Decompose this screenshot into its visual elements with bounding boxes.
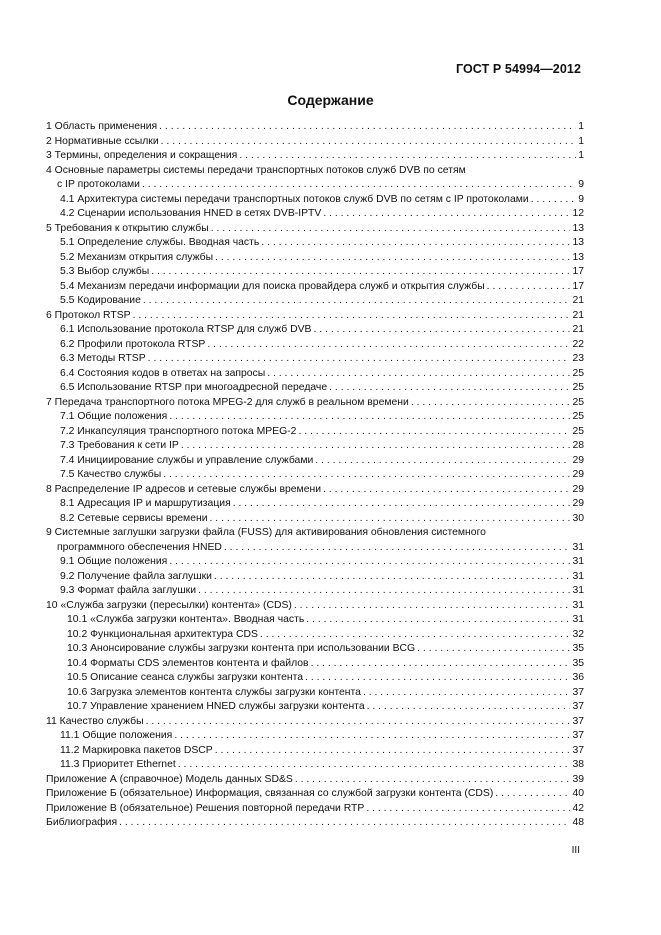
toc-entry-page: 38 <box>572 759 584 770</box>
toc-entry[interactable] <box>46 671 584 686</box>
toc-entry-page: 48 <box>572 817 584 828</box>
toc-entry-page: 40 <box>572 788 584 799</box>
toc-entry-label: Библиография <box>46 817 118 828</box>
dot-leader <box>305 671 570 686</box>
toc-entry-label: 6.1 Использование протокола RTSP для служб DVB <box>60 324 312 335</box>
toc-entry[interactable] <box>46 642 584 657</box>
dot-leader <box>143 294 571 309</box>
toc-entry[interactable] <box>46 251 584 266</box>
toc-entry-label: 10.4 Форматы CDS элементов контента и файлов <box>67 657 309 669</box>
dot-leader <box>363 686 570 701</box>
dot-leader <box>531 193 577 208</box>
dot-leader <box>417 642 570 657</box>
table-of-contents <box>46 120 584 831</box>
toc-entry-label: 6.5 Использование RTSP при многоадресной передаче <box>60 382 328 393</box>
dot-leader <box>151 265 570 280</box>
toc-entry[interactable] <box>46 367 584 382</box>
toc-entry-label: 3 Термины, определения и сокращения <box>46 150 238 161</box>
dot-leader <box>298 425 570 440</box>
toc-entry[interactable] <box>46 381 584 396</box>
toc-entry-page: 12 <box>572 208 584 219</box>
toc-entry[interactable] <box>46 265 584 280</box>
toc-entry-page: 1 <box>578 135 584 147</box>
toc-entry-label: 9.1 Общие положения <box>60 556 168 567</box>
dot-leader <box>178 758 571 773</box>
dot-leader <box>174 729 570 744</box>
dot-leader <box>329 381 570 396</box>
toc-entry-label: 5.5 Кодирование <box>60 295 141 306</box>
toc-entry-page: 25 <box>572 396 584 408</box>
toc-entry-page: 37 <box>572 730 584 741</box>
toc-entry-page: 37 <box>572 686 584 698</box>
toc-entry[interactable] <box>46 700 584 715</box>
toc-entry-page: 21 <box>572 309 584 321</box>
toc-entry[interactable] <box>46 787 584 802</box>
dot-leader <box>315 454 570 469</box>
toc-entry[interactable] <box>46 120 584 135</box>
toc-entry[interactable] <box>46 729 584 744</box>
dot-leader <box>214 570 571 585</box>
toc-entry-page: 28 <box>572 440 584 451</box>
toc-entry[interactable] <box>46 396 584 411</box>
toc-entry[interactable] <box>46 715 584 730</box>
toc-entry-label: 5.1 Определение службы. Вводная часть <box>60 237 260 248</box>
toc-entry-label: 9.2 Получение файла заглушки <box>60 570 212 582</box>
toc-entry[interactable] <box>46 628 584 643</box>
dot-leader <box>306 613 570 628</box>
toc-entry-label: 10.3 Анонсирование службы загрузки контента при использовании BCG <box>67 643 416 654</box>
toc-entry-label: 5 Требования к открытию службы <box>46 222 209 234</box>
toc-entry-label: 4.1 Архитектура системы передачи транспортных потоков служб DVB по сетям с IP протоколами <box>60 193 529 205</box>
toc-entry-page: 32 <box>572 628 584 640</box>
dot-leader <box>261 236 570 251</box>
toc-entry[interactable] <box>46 584 584 599</box>
toc-entry-page: 21 <box>572 295 584 306</box>
toc-entry-page: 35 <box>572 643 584 654</box>
toc-entry-page: 13 <box>572 251 584 263</box>
toc-entry-page: 29 <box>572 483 584 495</box>
toc-entry[interactable] <box>46 570 584 585</box>
toc-entry-page: 31 <box>572 570 584 582</box>
toc-entry-label: 5.2 Механизм открытия службы <box>60 251 214 263</box>
toc-entry-label: Приложение Б (обязательное) Информация, связанная со службой загрузки контента (CDS) <box>46 788 494 799</box>
dot-leader <box>311 657 571 672</box>
toc-entry[interactable] <box>46 338 584 353</box>
dot-leader <box>133 309 571 324</box>
toc-entry-label: 6 Протокол RTSP <box>46 309 131 321</box>
toc-entry-page: 42 <box>572 802 584 814</box>
document-code: ГОСТ Р 54994—2012 <box>455 62 581 76</box>
toc-entry-page: 39 <box>572 773 584 785</box>
toc-entry-page: 13 <box>572 222 584 234</box>
toc-entry-page: 29 <box>572 454 584 466</box>
toc-entry-label: 6.4 Состояния кодов в ответах на запросы <box>60 367 266 379</box>
toc-entry-page: 31 <box>572 585 584 596</box>
toc-entry: 9 Системные заглушки загрузки файла (FUSS) для активирования обновления системного <box>46 527 486 538</box>
dot-leader <box>169 410 570 425</box>
dot-leader <box>163 468 570 483</box>
toc-entry-page: 9 <box>578 179 584 190</box>
dot-leader <box>487 280 571 295</box>
toc-entry-label: 7.4 Инициирование службы и управление службами <box>60 454 314 466</box>
toc-entry-page: 31 <box>572 556 584 567</box>
toc-entry-label: 7.3 Требования к сети IP <box>60 440 179 451</box>
toc-entry-page: 31 <box>572 599 584 611</box>
toc-entry-label: Приложение В (обязательное) Решения повторной передачи RTP <box>46 802 365 814</box>
toc-entry-page: 23 <box>572 353 584 364</box>
toc-entry-page: 25 <box>572 382 584 393</box>
toc-entry[interactable] <box>46 193 584 208</box>
toc-entry[interactable] <box>46 816 584 831</box>
toc-entry[interactable] <box>46 425 584 440</box>
dot-leader <box>411 396 571 411</box>
toc-entry-label: Приложение А (справочное) Модель данных SD&S <box>46 773 293 785</box>
toc-entry[interactable] <box>46 294 584 309</box>
toc-entry-page: 13 <box>572 237 584 248</box>
toc-entry[interactable] <box>46 802 584 817</box>
dot-leader <box>119 816 570 831</box>
toc-entry-label: 4.2 Сценарии использования HNED в сетях DVB-IPTV <box>60 208 322 219</box>
toc-entry-label: 11 Качество службы <box>46 715 144 727</box>
toc-entry-label: 8 Распределение IP адресов и сетевые службы времени <box>46 483 322 495</box>
toc-entry-page: 37 <box>572 715 584 727</box>
dot-leader <box>366 802 570 817</box>
toc-entry-label: 7.2 Инкапсуляция транспортного потока MPEG-2 <box>60 425 297 437</box>
toc-entry-page: 35 <box>572 657 584 669</box>
dot-leader <box>323 207 570 222</box>
toc-entry[interactable] <box>46 497 584 512</box>
toc-entry-page: 30 <box>572 512 584 524</box>
dot-leader <box>295 773 571 788</box>
dot-leader <box>161 135 577 150</box>
dot-leader <box>215 251 570 266</box>
toc-entry[interactable] <box>46 135 584 150</box>
toc-entry-page: 17 <box>572 280 584 292</box>
page-number: III <box>571 845 580 856</box>
toc-entry-page: 31 <box>572 614 584 625</box>
toc-entry[interactable] <box>46 483 584 498</box>
toc-entry-label: 10.5 Описание сеанса службы загрузки контента <box>67 672 304 683</box>
toc-entry-label: 7 Передача транспортного потока MPEG-2 для служб в реальном времени <box>46 396 409 408</box>
toc-entry[interactable] <box>46 686 584 701</box>
toc-entry-label: 11.2 Маркировка пакетов DSCP <box>60 744 213 756</box>
dot-leader <box>260 628 571 643</box>
toc-entry-label: 7.1 Общие положения <box>60 411 168 422</box>
toc-entry-page: 17 <box>572 266 584 277</box>
dot-leader <box>211 222 571 237</box>
toc-entry-page: 36 <box>572 672 584 683</box>
toc-entry[interactable] <box>46 758 584 773</box>
dot-leader <box>146 715 571 730</box>
toc-entry-page: 25 <box>572 411 584 422</box>
toc-entry[interactable] <box>46 149 584 164</box>
toc-entry-page: 29 <box>572 498 584 509</box>
dot-leader <box>314 323 571 338</box>
toc-entry-label: с IP протоколами <box>57 179 140 190</box>
toc-entry-page: 25 <box>572 367 584 379</box>
toc-entry-label: 6.2 Профили протокола RTSP <box>60 338 206 350</box>
dot-leader <box>198 584 570 599</box>
toc-entry-page: 21 <box>572 324 584 335</box>
dot-leader <box>215 744 571 759</box>
toc-entry[interactable] <box>46 599 584 614</box>
dot-leader <box>210 512 571 527</box>
dot-leader <box>239 149 576 164</box>
toc-entry-label: 2 Нормативные ссылки <box>46 135 159 147</box>
dot-leader <box>323 483 570 498</box>
toc-entry-page: 1 <box>578 150 584 161</box>
toc-entry-label: 6.3 Методы RTSP <box>60 353 146 364</box>
toc-entry-label: 11.1 Общие положения <box>60 730 173 741</box>
toc-entry-page: 31 <box>572 541 584 553</box>
toc-entry: 4 Основные параметры системы передачи транспортных потоков служб DVB по сетям <box>46 164 466 176</box>
dot-leader <box>495 787 570 802</box>
toc-entry[interactable] <box>46 439 584 454</box>
toc-entry-page: 1 <box>578 121 584 132</box>
dot-leader <box>267 367 570 382</box>
toc-entry-page: 37 <box>572 701 584 712</box>
toc-entry-label: программного обеспечения HNED <box>57 541 222 553</box>
toc-entry-label: 7.5 Качество службы <box>60 469 162 480</box>
dot-leader <box>367 700 571 715</box>
toc-entry[interactable] <box>46 236 584 251</box>
toc-entry[interactable] <box>46 773 584 788</box>
toc-entry[interactable] <box>46 280 584 295</box>
toc-entry-label: 10.1 «Служба загрузки контента». Вводная часть <box>67 614 305 625</box>
toc-entry[interactable] <box>46 309 584 324</box>
toc-entry-page: 37 <box>572 744 584 756</box>
toc-entry[interactable] <box>46 222 584 237</box>
toc-entry[interactable] <box>46 613 584 628</box>
toc-entry[interactable] <box>46 178 584 193</box>
dot-leader <box>294 599 571 614</box>
toc-entry[interactable] <box>46 352 584 367</box>
toc-entry[interactable] <box>46 541 584 556</box>
toc-entry[interactable] <box>46 454 584 469</box>
dot-leader <box>142 178 576 193</box>
toc-entry[interactable] <box>46 555 584 570</box>
toc-entry-label: 10.2 Функциональная архитектура CDS <box>67 628 258 640</box>
dot-leader <box>159 120 576 135</box>
dot-leader <box>224 541 571 556</box>
toc-entry-page: 22 <box>572 338 584 350</box>
toc-entry-label: 10.7 Управление хранением HNED службы загрузки контента <box>67 701 365 712</box>
toc-entry-page: 9 <box>578 193 584 205</box>
toc-entry[interactable] <box>46 207 584 222</box>
dot-leader <box>181 439 571 454</box>
toc-entry[interactable] <box>46 744 584 759</box>
page-title: Содержание <box>287 92 374 108</box>
toc-entry-label: 1 Область применения <box>46 121 158 132</box>
toc-entry-label: 5.4 Механизм передачи информации для поиска провайдера служб и открытия службы <box>60 280 485 292</box>
dot-leader <box>148 352 571 367</box>
toc-entry[interactable] <box>46 468 584 483</box>
dot-leader <box>169 555 570 570</box>
toc-entry-label: 10.6 Загрузка элементов контента службы загрузки контента <box>67 686 361 698</box>
toc-entry-page: 29 <box>572 469 584 480</box>
toc-entry-label: 9.3 Формат файла заглушки <box>60 585 197 596</box>
dot-leader <box>233 497 571 512</box>
toc-entry-label: 5.3 Выбор службы <box>60 266 150 277</box>
toc-entry-label: 8.2 Сетевые сервисы времени <box>60 512 208 524</box>
toc-entry-page: 25 <box>572 425 584 437</box>
toc-entry[interactable] <box>46 657 584 672</box>
toc-entry[interactable] <box>46 410 584 425</box>
toc-entry[interactable] <box>46 512 584 527</box>
dot-leader <box>207 338 570 353</box>
toc-entry-label: 10 «Служба загрузки (пересылки) контента» (CDS) <box>46 599 292 611</box>
toc-entry[interactable] <box>46 323 584 338</box>
toc-entry-label: 8.1 Адресация IP и маршрутизация <box>60 498 231 509</box>
toc-entry-label: 11.3 Приоритет Ethernet <box>60 759 176 770</box>
